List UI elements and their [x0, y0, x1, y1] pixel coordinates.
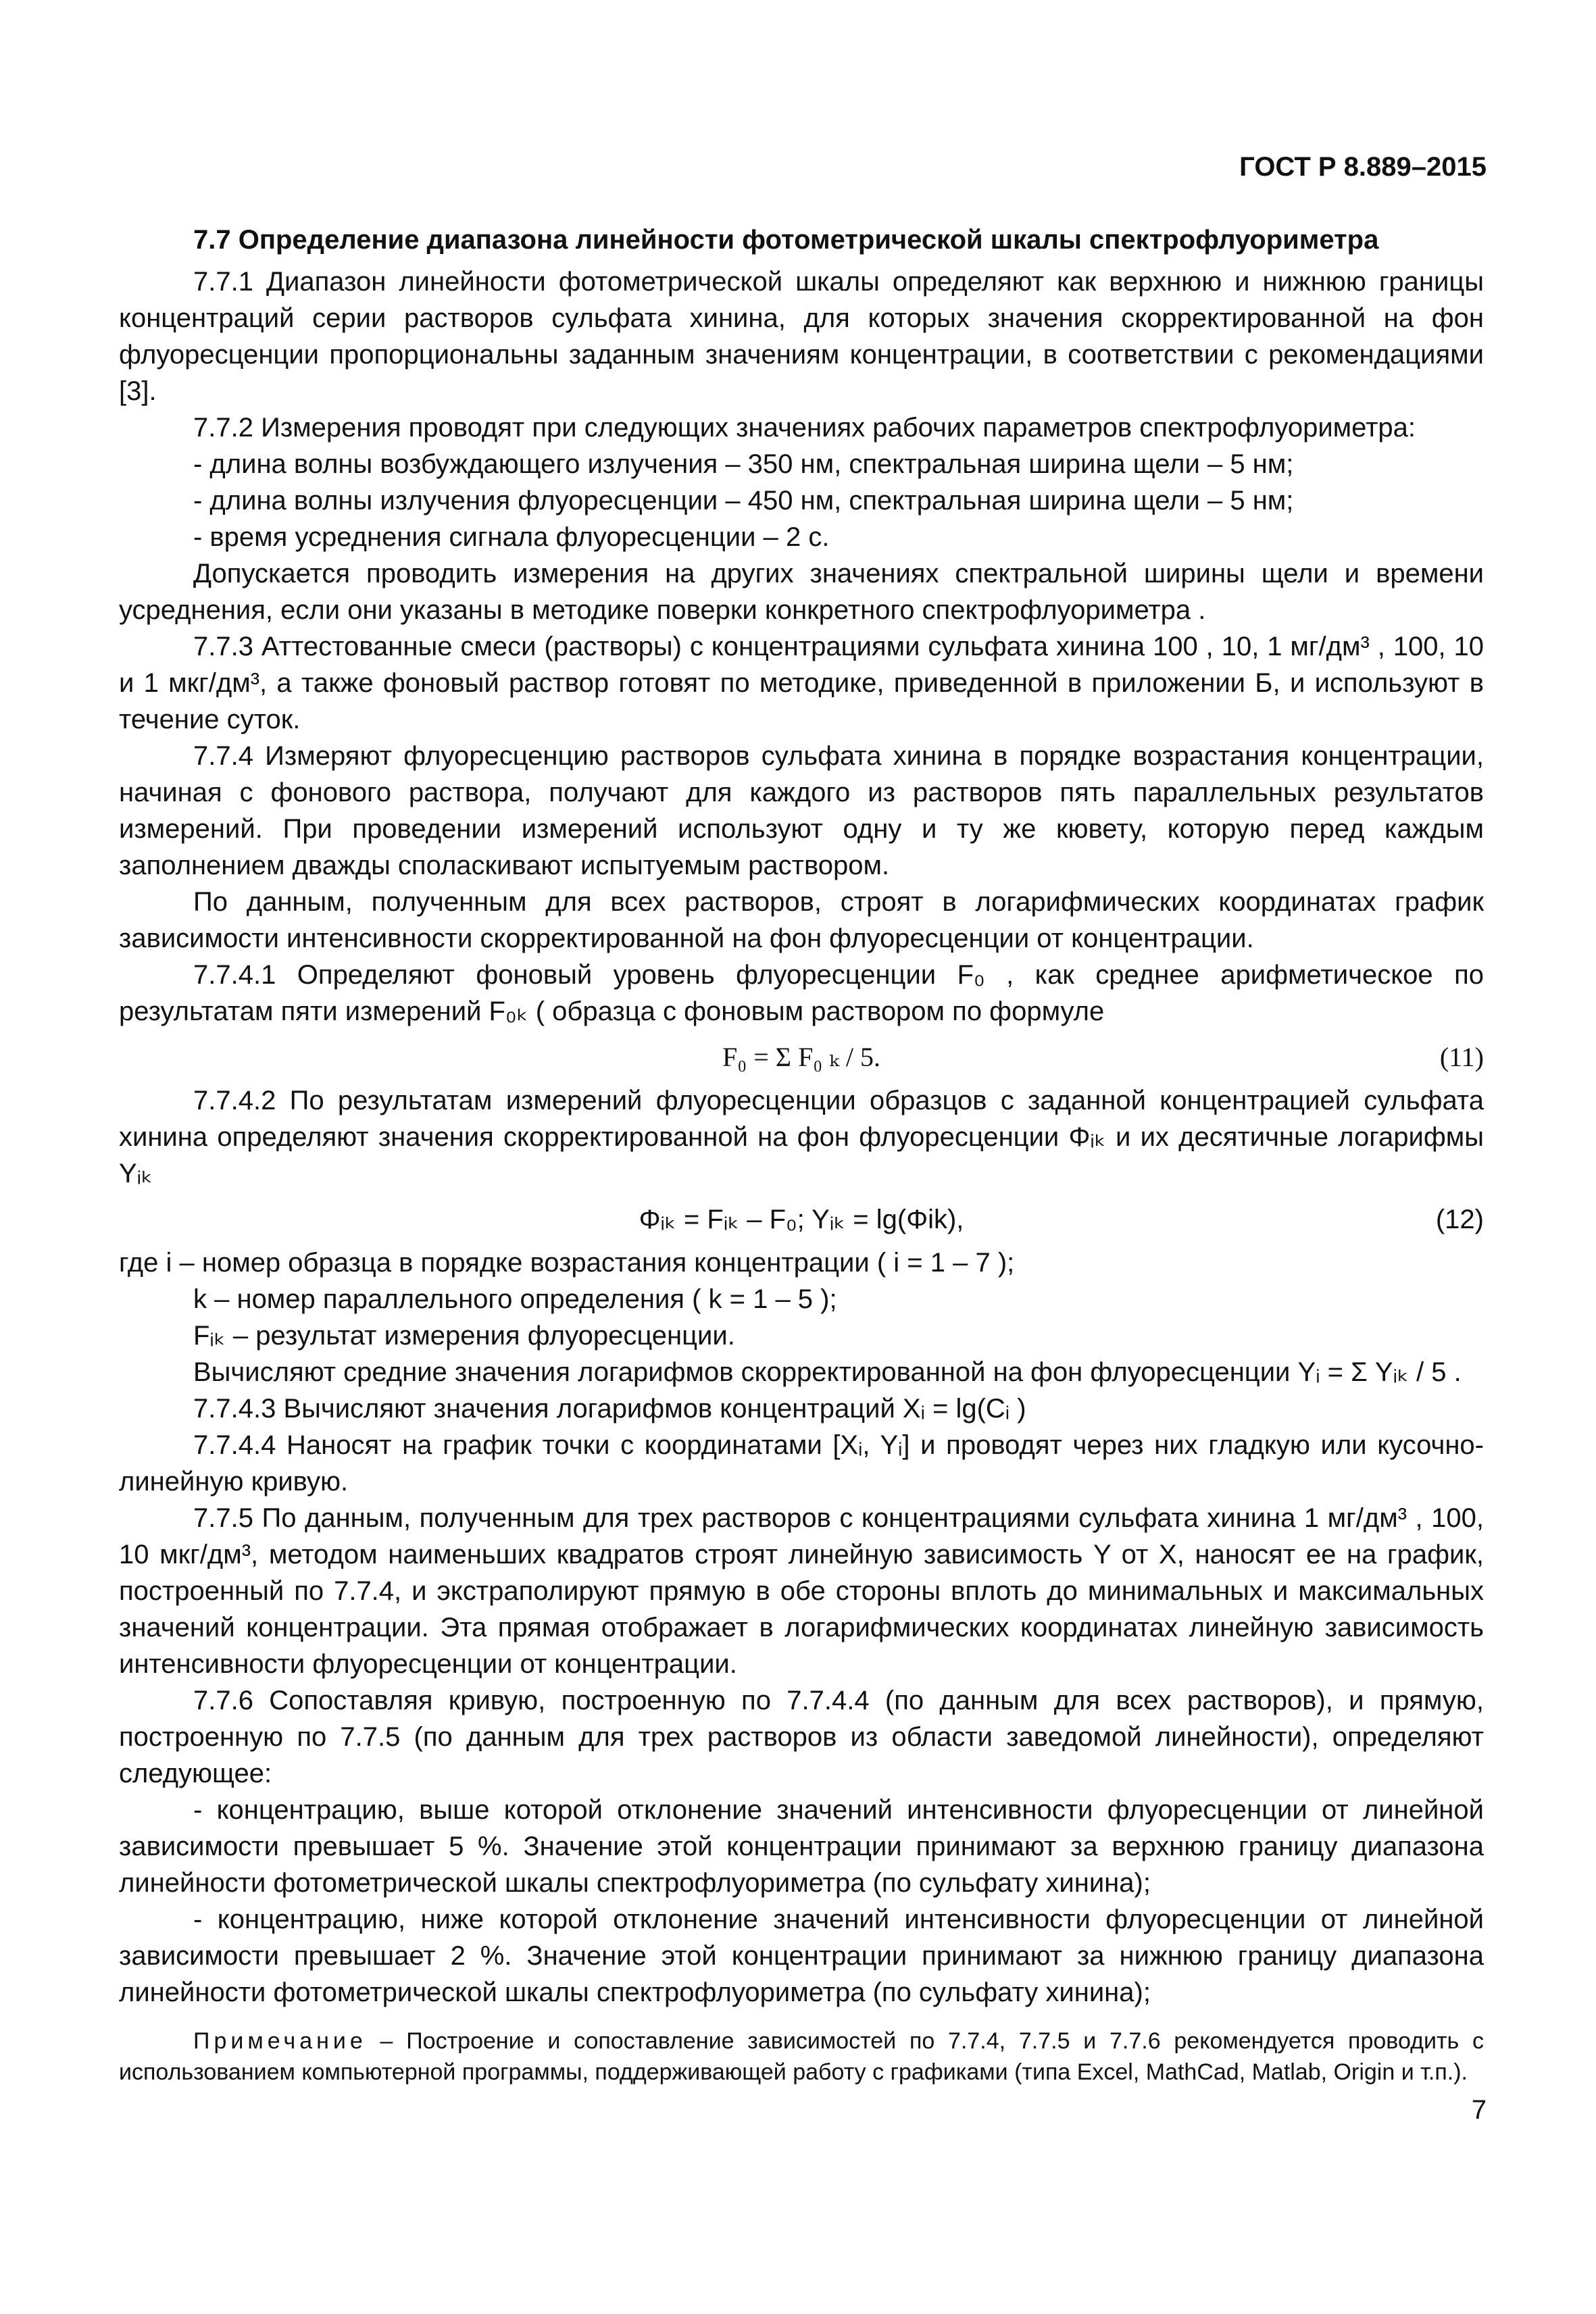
formula-12 [119, 1199, 1484, 1242]
formula-11-number: (11) [1439, 1042, 1484, 1072]
paragraph-7-7-4-graph: По данным, полученным для всех растворов, строят в логарифмических координатах график зависимости интенсивности скорректированной на фон флуоресценции от концентрации. [119, 887, 1484, 953]
paragraph-7-7-5: 7.7.5 По данным, полученным для трех растворов с концентрациями сульфата хинина 1 мг/дм³ , 100, 10 мкг/дм³, методом наименьших квадратов строят линейную зависимость Y от X, наносят ее на график, построенный по 7.7.4, и экстраполируют прямую в обе стороны вплоть до минимальных и максимальных значений концентрации. Эта прямая отображает в логарифмических координатах линейную зависимость интенсивности флуоресценции от концентрации. [119, 1503, 1484, 1679]
paragraph-7-7-3: 7.7.3 Аттестованные смеси (растворы) с концентрациями сульфата хинина 100 , 10, 1 мг/дм³ , 100, 10 и 1 мкг/дм³, а также фоновый раствор готовят по методике, приведенной в приложении Б, и используют в течение суток. [119, 632, 1484, 734]
list-item: - время усреднения сигнала флуоресценции – 2 с. [193, 522, 830, 552]
where-f-definition: Fᵢₖ – результат измерения флуоресценции. [193, 1321, 735, 1351]
formula-11 [119, 1036, 1484, 1080]
paragraph-7-7-2: 7.7.2 Измерения проводят при следующих значениях рабочих параметров спектрофлуориметра: [193, 413, 1416, 443]
list-item: - длина волны возбуждающего излучения – 350 нм, спектральная ширина щели – 5 нм; [193, 449, 1294, 479]
paragraph-average: Вычисляют средние значения логарифмов скорректированной на фон флуоресценции Yᵢ = Σ Yᵢₖ / 5 . [193, 1357, 1462, 1387]
note [119, 2026, 1484, 2088]
where-i-definition: где i – номер образца в порядке возрастания концентрации ( i = 1 – 7 ); [119, 1248, 1015, 1278]
paragraph-7-7-4-2: 7.7.4.2 По результатам измерений флуоресценции образцов с заданной концентрацией сульфата хинина определяют значения скорректированной на фон флуоресценции Φᵢₖ и их десятичные логарифмы Yᵢₖ [119, 1086, 1484, 1188]
list-item: - длина волны излучения флуоресценции – 450 нм, спектральная ширина щели – 5 нм; [193, 486, 1294, 515]
paragraph-7-7-1: 7.7.1 Диапазон линейности фотометрической шкалы определяют как верхнюю и нижнюю границы концентраций серии растворов сульфата хинина, для которых значения скорректированной на фон флуоресценции пропорциональны заданным значениям концентрации, в соответствии с рекомендациями [3]. [119, 267, 1484, 406]
list-item-lower-bound: - концентрацию, ниже которой отклонение значений интенсивности флуоресценции от линейной зависимости превышает 2 %. Значение этой концентрации принимают за нижнюю границу диапазона линейности фотометрической шкалы спектрофлуориметра (по сульфату хинина); [119, 1905, 1484, 2007]
note-label: Примечание [193, 2028, 367, 2054]
page-number: 7 [1471, 2095, 1487, 2125]
document-header-code: ГОСТ Р 8.889–2015 [1239, 152, 1487, 182]
document-body [119, 222, 1484, 2088]
paragraph-7-7-4-3: 7.7.4.3 Вычисляют значения логарифмов концентраций Xᵢ = lg(Cᵢ ) [193, 1394, 1026, 1424]
paragraph-7-7-4-1: 7.7.4.1 Определяют фоновый уровень флуоресценции F₀ , как среднее арифметическое по результатам пяти измерений F₀ₖ ( образца с фоновым раствором по формуле [119, 960, 1484, 1026]
formula-11-expression: F₀ = Σ F₀ ₖ / 5. [722, 1042, 880, 1072]
paragraph-7-7-6: 7.7.6 Сопоставляя кривую, построенную по 7.7.4.4 (по данным для всех растворов), и прямую, построенную по 7.7.5 (по данным для трех растворов из области заведомой линейности), определяют следующее: [119, 1686, 1484, 1788]
paragraph-7-7-2-note: Допускается проводить измерения на других значениях спектральной ширины щели и времени усреднения, если они указаны в методике поверки конкретного спектрофлуориметра . [119, 559, 1484, 625]
section-title: 7.7 Определение диапазона линейности фотометрической шкалы спектрофлуориметра [193, 225, 1379, 255]
formula-12-number: (12) [1435, 1205, 1484, 1234]
paragraph-7-7-4: 7.7.4 Измеряют флуоресценцию растворов сульфата хинина в порядке возрастания концентрации, начиная с фонового раствора, получают для каждого из растворов пять параллельных результатов измерений. При проведении измерений используют одну и ту же кювету, которую перед каждым заполнением дважды споласкивают испытуемым раствором. [119, 741, 1484, 880]
paragraph-7-7-4-4: 7.7.4.4 Наносят на график точки с координатами [Xᵢ, Yᵢ] и проводят через них гладкую или кусочно-линейную кривую. [119, 1430, 1484, 1496]
formula-12-expression: Φᵢₖ = Fᵢₖ – F₀; Yᵢₖ = lg(Φik), [639, 1205, 964, 1234]
where-k-definition: k – номер параллельного определения ( k = 1 – 5 ); [193, 1284, 837, 1314]
list-item-upper-bound: - концентрацию, выше которой отклонение значений интенсивности флуоресценции от линейной зависимости превышает 5 %. Значение этой концентрации принимают за верхнюю границу диапазона линейности фотометрической шкалы спектрофлуориметра (по сульфату хинина); [119, 1795, 1484, 1898]
note-text: – Построение и сопоставление зависимостей по 7.7.4, 7.7.5 и 7.7.6 рекомендуется проводить с использованием компьютерной программы, поддерживающей работу с графиками (типа Excel, MathCad, Matlab, Origin и т.п.). [119, 2028, 1484, 2085]
